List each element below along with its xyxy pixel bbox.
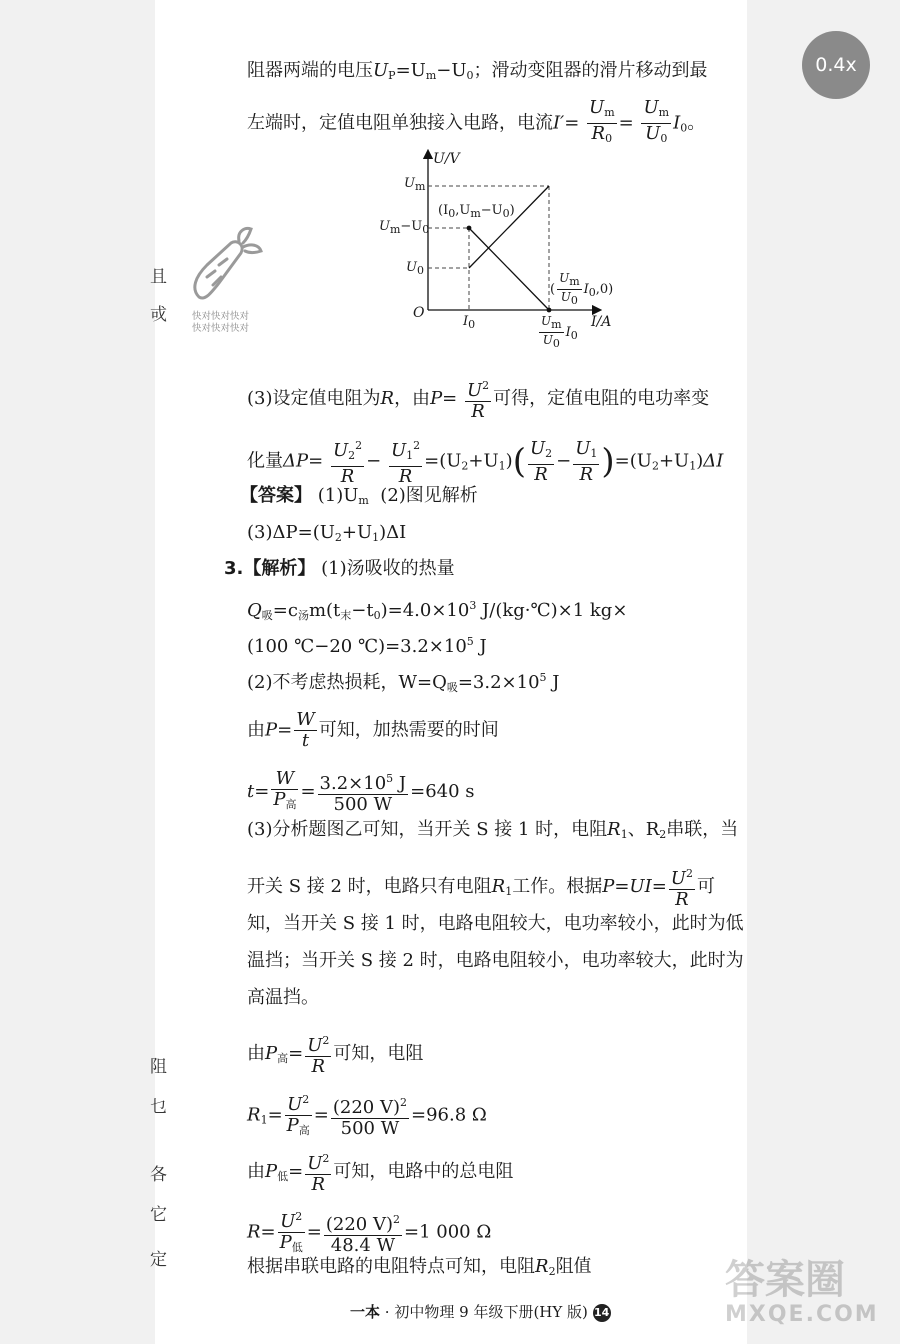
fraction: $\frac{U_m}{U_0}$	[643, 97, 670, 145]
margin-char: 定	[150, 1250, 167, 1270]
carrot-caption: 快对快对快对	[192, 311, 250, 322]
margin-char: 乜	[150, 1097, 167, 1117]
origin-label: O	[413, 305, 425, 321]
text-line: $(3)\Delta P=(U_2+U_1)\Delta I$	[247, 522, 407, 544]
x-axis-label: I/A	[591, 314, 612, 330]
line-u1	[469, 228, 549, 310]
text-line: R= $U^2$ $P_低$ = $\frac{(220 V)^2}{48.4 W}$ =1 000 Ω	[247, 1207, 491, 1258]
margin-char: 它	[150, 1205, 167, 1225]
text-line: t= W $P_高$ = $\frac{3.2\times 10^5 J}{500 W}$ =640 s	[247, 768, 475, 815]
section-heading: 3.【解析】 (1)汤吸收的热量	[224, 558, 455, 579]
tick-label-um-u0: $U_m-U_0$	[379, 219, 430, 236]
text-line: 高温挡。	[247, 987, 319, 1008]
text-line: (3)设定值电阻为R，由P= $\frac{U^2}{R}$ 可得，定值电阻的电功率变	[247, 376, 709, 422]
text-line: (2)不考虑热损耗，$W=Q_吸=3.2\times 10^5$ J	[247, 671, 560, 694]
text-line: $R_1=$ $U^2$ $P_高$ = $\frac{(220 V)^2}{500 W}$ =96.8 Ω	[247, 1090, 487, 1141]
tick-label-u0: $U_0$	[406, 260, 424, 277]
point-label-i0: $(I_0,U_m-U_0)$	[438, 203, 515, 220]
margin-char: 戓	[150, 305, 167, 325]
fraction: $\frac{U_m}{R_0}$	[589, 97, 615, 145]
tick-label-i0: $I_0$	[463, 314, 476, 331]
zoom-indicator[interactable]: 0.4x	[802, 31, 870, 99]
page-footer: 一本 · 初中物理 9 年级下册(HY 版) 14	[350, 1303, 610, 1321]
text-line: (3)分析题图乙可知，当开关 S 接 1 时，电阻$R_1$、$R_2$串联，当	[247, 819, 739, 841]
text-line: 左端时，定值电阻单独接入电路，电流I′= $\frac{U_m}{R_0}$ = $\frac{U_m}{U_0}$ $I_0$。	[247, 98, 705, 149]
tick-label-um: $U_m$	[404, 176, 426, 193]
text-line: 温挡；当开关 S 接 2 时，电路电阻较小，电功率较大，此时为	[247, 950, 744, 971]
margin-char: 阻	[150, 1057, 167, 1077]
carrot-caption: 快对快对快对	[192, 323, 250, 334]
point-i0	[467, 226, 472, 231]
answer-line: 【答案】 $(1)U_m$ (2)图见解析	[240, 485, 478, 507]
carrot-icon	[185, 225, 265, 305]
page-number: 14	[593, 1304, 611, 1322]
y-axis-label: U/V	[433, 151, 460, 167]
text-line: 由$P_低=$ $\frac{U^2}{R}$ 可知，电路中的总电阻	[247, 1149, 513, 1195]
text-line: 根据串联电路的电阻特点可知，电阻$R_2$阻值	[247, 1256, 592, 1278]
tick-label-x-intercept: $\frac{U_m}{U_0}$ $I_0$	[541, 314, 578, 350]
margin-char: 各	[150, 1165, 167, 1185]
watermark: 答案圈 MXQE.COM	[725, 1257, 879, 1327]
point-x-intercept	[547, 308, 552, 313]
text-line: 化量ΔP= $\frac{U_2^2}{R}$ − $\frac{U_1^2}{R}$ $=(U_2+U_1)$( $\frac{U_2}{R}$ − $\frac{U_1}{R}$ )$=(U_2+U_1)\Delta I$	[247, 437, 724, 487]
text-line: $Q_吸=c_汤m(t_末-t_0)=4.0\times 10^3$ J/(kg·℃)×1 kg×	[247, 599, 628, 622]
text-line: (100 ℃−20 $℃)=3.2\times 10^5$ J	[247, 635, 487, 657]
point-label-intercept: ( $\frac{U_m}{U_0}$ $I_0,0$)	[550, 271, 614, 307]
text-line: 由$P_高=$ $\frac{U^2}{R}$ 可知，电阻	[247, 1031, 423, 1077]
text-line: 知，当开关 S 接 1 时，电路电阻较大，电功率较小，此时为低	[247, 913, 744, 934]
text-line: 由P= $\frac{W}{t}$ 可知，加热需要的时间	[247, 709, 499, 751]
margin-char: 且	[150, 267, 167, 287]
line-u2	[469, 186, 549, 268]
text-line: 阻器两端的电压$U_P=U_m-U_0$；滑动变阻器的滑片移动到最	[247, 60, 708, 82]
text-line: 开关 S 接 2 时，电路只有电阻$R_1$工作。根据P=UI= $\frac{U^2}{R}$ 可	[247, 864, 715, 910]
